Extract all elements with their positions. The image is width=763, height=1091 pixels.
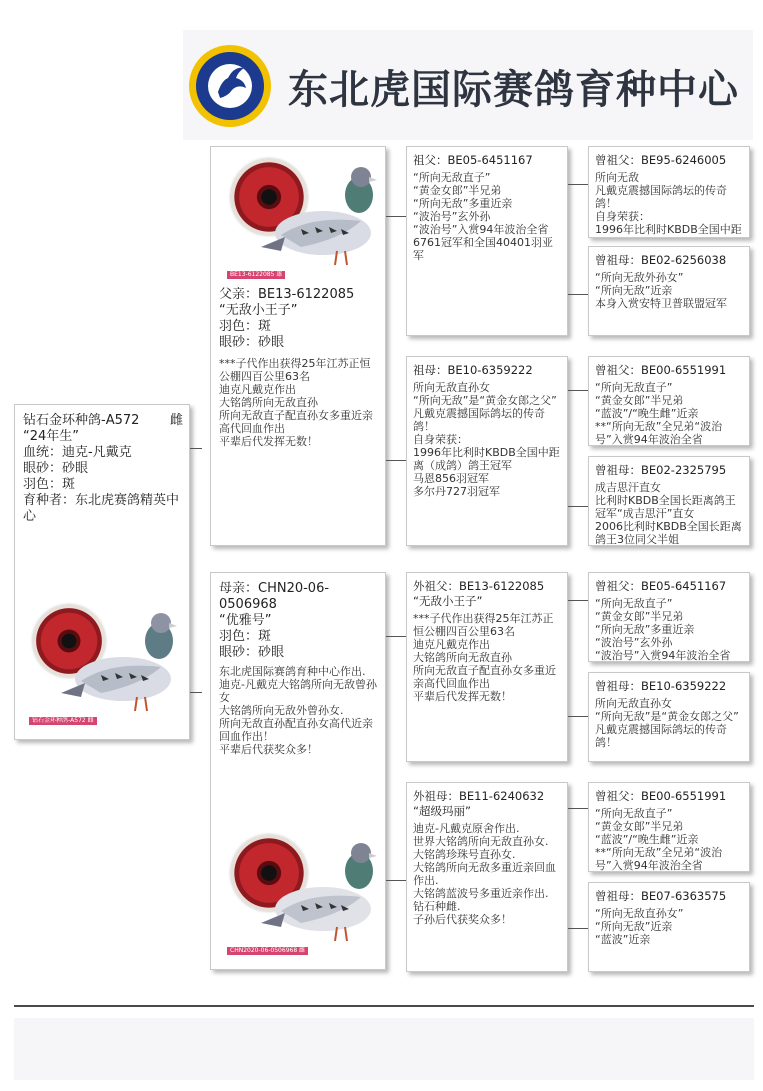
subject-bloodline: 血统：迪克-凡戴克 bbox=[23, 445, 132, 460]
sire-eye: 眼砂：砂眼 bbox=[219, 335, 285, 350]
dam-ring-tag: CHN2020-06-0506968 雌 bbox=[227, 947, 308, 955]
connector bbox=[386, 636, 406, 637]
dam-card bbox=[210, 572, 386, 970]
grandsire-head: 祖父：BE05-6451167 bbox=[413, 153, 533, 167]
dam-nickname: “优雅号” bbox=[219, 613, 272, 628]
ggp-card-8 bbox=[588, 882, 750, 972]
sire-card bbox=[210, 146, 386, 546]
grandsire-card bbox=[406, 146, 568, 336]
granddam-body: 所向无敌直孙女 “所向无敌”是“黄金女郎之父” 凡戴克震撼国际鸽坛的传奇鸽！ 自身荣获： 1996年比利时KBDB全国中距离（成鸽）鸽王冠军 马恩856羽冠军 多尔丹727羽冠军 bbox=[413, 381, 560, 498]
dam-eye: 眼砂：砂眼 bbox=[219, 645, 285, 660]
maternal-grandsire-body: ***子代作出获得25年江苏正恒公棚四百公里63名 迪克凡戴克作出 大铭鸽所向无敌直孙 所向无敌直子配直孙女多重近亲高代回血作出 平辈后代发挥无数！ bbox=[413, 612, 556, 703]
subject-breeder: 育种者：东北虎赛鸽精英中心 bbox=[23, 493, 180, 524]
maternal-granddam-card bbox=[406, 782, 568, 972]
connector bbox=[386, 216, 406, 217]
ggp-card-6 bbox=[588, 672, 750, 762]
ggp-card-1 bbox=[588, 146, 750, 238]
brand-logo bbox=[188, 44, 272, 128]
connector bbox=[190, 692, 202, 693]
subject-name: 钻石金环种鸽-A572 bbox=[23, 413, 140, 428]
ggp-head-1: 曾祖父：BE95-6246005 bbox=[595, 153, 727, 167]
maternal-grandsire-nickname: “无敌小王子” bbox=[413, 594, 483, 608]
sire-nickname: “无敌小王子” bbox=[219, 303, 298, 318]
dam-ring: 母亲：CHN20-06-0506968 bbox=[219, 581, 330, 612]
sire-ring-tag: BE13-6122085 雄 bbox=[227, 271, 285, 279]
subject-eye: 眼砂：砂眼 bbox=[23, 461, 89, 476]
ggp-body-3: “所向无敌直子” “黄金女郎”半兄弟 “蓝波”/“晚生雌”近亲 **“所向无敌”全兄弟“波治号”入赏94年波治全省 bbox=[595, 381, 723, 446]
sire-color: 羽色：斑 bbox=[219, 319, 272, 334]
subject-sex: 雌 bbox=[169, 413, 183, 428]
ggp-card-3 bbox=[588, 356, 750, 446]
subject-pigeon-photo bbox=[41, 601, 181, 721]
ggp-card-5 bbox=[588, 572, 750, 662]
maternal-granddam-head: 外祖母：BE11-6240632 bbox=[413, 789, 545, 803]
subject-ring-tag: 钻石金环种鸽-A572 雌 bbox=[29, 717, 97, 725]
ggp-head-4: 曾祖母：BE02-2325795 bbox=[595, 463, 727, 477]
granddam-head: 祖母：BE10-6359222 bbox=[413, 363, 533, 377]
ggp-body-1: 所向无敌 凡戴克震撼国际鸽坛的传奇鸽！ 自身荣获： 1996年比利时KBDB全国中距 bbox=[595, 171, 742, 236]
ggp-head-5: 曾祖父：BE05-6451167 bbox=[595, 579, 727, 593]
connector bbox=[568, 808, 588, 809]
maternal-grandsire-card bbox=[406, 572, 568, 762]
footer-band bbox=[14, 1018, 754, 1080]
connector bbox=[386, 880, 406, 881]
maternal-granddam-body: 迪克-凡戴克原舍作出. 世界大铭鸽所向无敌直孙女. 大铭鸽珍珠号直孙女. 大铭鸽所向无敌多重近亲回血作出. 大铭鸽蓝波号多重近亲作出. 钻石种雌. 子孙后代获奖众多！ bbox=[413, 822, 556, 926]
ggp-body-5: “所向无敌直子” “黄金女郎”半兄弟 “所向无敌”多重近亲 “波治号”玄外孙 “波治号”入赏94年波治全省 bbox=[595, 597, 731, 662]
ggp-card-7 bbox=[588, 782, 750, 872]
ggp-head-7: 曾祖父：BE00-6551991 bbox=[595, 789, 727, 803]
connector bbox=[568, 184, 588, 185]
sire-notes: ***子代作出获得25年江苏正恒公棚四百公里63名 迪克凡戴克作出 大铭鸽所向无敌直孙 所向无敌直子配直孙女多重近亲高代回血作出 平辈后代发挥无数！ bbox=[219, 357, 373, 448]
connector bbox=[568, 600, 588, 601]
ggp-head-6: 曾祖母：BE10-6359222 bbox=[595, 679, 727, 693]
ggp-card-2 bbox=[588, 246, 750, 336]
maternal-granddam-nickname: “超级玛丽” bbox=[413, 804, 471, 818]
connector bbox=[568, 390, 588, 391]
dam-color: 羽色：斑 bbox=[219, 629, 272, 644]
dam-notes: 东北虎国际赛鸽育种中心作出. 迪克-凡戴克大铭鸽所向无敌曾孙女 大铭鸽所向无敌外曾孙女. 所向无敌直孙配直孙女高代近亲回血作出！ 平辈后代获奖众多！ bbox=[219, 665, 377, 756]
connector bbox=[568, 928, 588, 929]
sire-pigeon-photo bbox=[241, 155, 381, 275]
footer-rule bbox=[14, 1005, 754, 1007]
granddam-card bbox=[406, 356, 568, 546]
grandsire-body: “所向无敌直子” “黄金女郎”半兄弟 “所向无敌”多重近亲 “波治号”玄外孙 “波治号”入赏94年波治全省6761冠军和全国40401羽亚军 bbox=[413, 171, 553, 262]
ggp-head-3: 曾祖父：BE00-6551991 bbox=[595, 363, 727, 377]
subject-card bbox=[14, 404, 190, 740]
ggp-head-8: 曾祖母：BE07-6363575 bbox=[595, 889, 727, 903]
connector bbox=[190, 448, 202, 449]
brand-title: 东北虎国际赛鸽育种中心 bbox=[288, 67, 739, 113]
connector bbox=[386, 460, 406, 461]
subject-color: 羽色：斑 bbox=[23, 477, 76, 492]
maternal-grandsire-head: 外祖父：BE13-6122085 bbox=[413, 579, 545, 593]
ggp-head-2: 曾祖母：BE02-6256038 bbox=[595, 253, 727, 267]
connector bbox=[568, 716, 588, 717]
connector bbox=[568, 294, 588, 295]
connector bbox=[568, 506, 588, 507]
ggp-body-4: 成吉思汗直女 比利时KBDB全国长距离鸽王冠军“成吉思汗”直女 2006比利时KBDB全国长距离鸽王3位同父半姐 bbox=[595, 481, 742, 546]
ggp-body-2: “所向无敌外孙女” “所向无敌”近亲 本身入赏安特卫普联盟冠军 bbox=[595, 271, 727, 310]
ggp-body-7: “所向无敌直子” “黄金女郎”半兄弟 “蓝波”/“晚生雌”近亲 **“所向无敌”全兄弟“波治号”入赏94年波治全省 bbox=[595, 807, 723, 872]
ggp-body-6: 所向无敌直孙女 “所向无敌”是“黄金女郎之父” 凡戴克震撼国际鸽坛的传奇鸽！ bbox=[595, 697, 739, 749]
sire-ring: 父亲：BE13-6122085 bbox=[219, 287, 355, 302]
ggp-card-4 bbox=[588, 456, 750, 546]
ggp-body-8: “所向无敌直孙女” “所向无敌”近亲 “蓝波”近亲 bbox=[595, 907, 684, 946]
dam-pigeon-photo bbox=[241, 831, 381, 951]
subject-nickname: “24年生” bbox=[23, 429, 80, 444]
